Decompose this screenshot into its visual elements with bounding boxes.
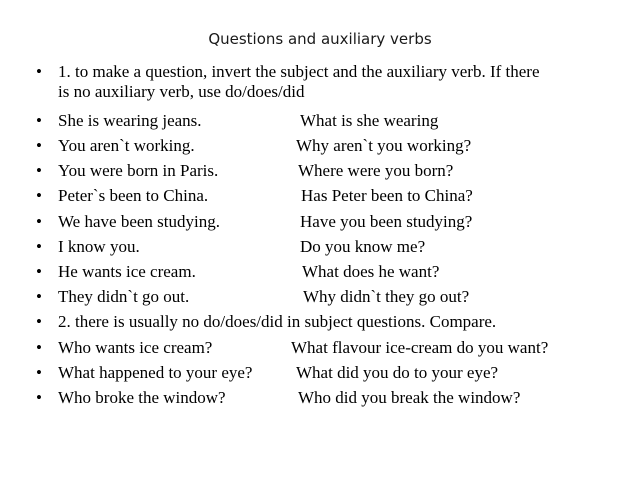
- rule-1-line-1: 1. to make a question, invert the subject and the auxiliary verb. If there: [58, 62, 540, 81]
- question: What is she wearing: [300, 111, 439, 130]
- bullet-icon: •: [36, 287, 42, 306]
- statement: I know you.: [58, 237, 140, 256]
- object-question: What did you do to your eye?: [296, 363, 499, 382]
- statement: She is wearing jeans.: [58, 111, 202, 130]
- statement: We have been studying.: [58, 212, 220, 231]
- bullet-icon: •: [36, 161, 42, 180]
- rule-1-line-2: is no auxiliary verb, use do/does/did: [58, 82, 305, 101]
- statement: You were born in Paris.: [58, 161, 219, 180]
- subject-question: Who wants ice cream?: [58, 338, 213, 357]
- rule-2-text: 2. there is usually no do/does/did in subject questions. Compare.: [58, 312, 497, 331]
- bullet-icon: •: [36, 186, 42, 205]
- subject-question: What happened to your eye?: [58, 363, 253, 382]
- statement: He wants ice cream.: [58, 262, 196, 281]
- question: Have you been studying?: [300, 212, 473, 231]
- statement: They didn`t go out.: [58, 287, 190, 306]
- statement: Peter`s been to China.: [58, 186, 209, 205]
- bullet-icon: •: [36, 212, 42, 231]
- statement: You aren`t working.: [58, 136, 195, 155]
- question: What does he want?: [302, 262, 440, 281]
- bullet-icon: •: [36, 363, 42, 382]
- subject-question: Who broke the window?: [58, 388, 226, 407]
- bullet-icon: •: [36, 388, 42, 407]
- object-question: Who did you break the window?: [298, 388, 521, 407]
- bullet-icon: •: [36, 136, 42, 155]
- bullet-icon: •: [36, 237, 42, 256]
- bullet-icon: •: [36, 62, 42, 81]
- slide-title: Questions and auxiliary verbs: [208, 30, 432, 48]
- object-question: What flavour ice-cream do you want?: [291, 338, 549, 357]
- question: Why aren`t you working?: [296, 136, 472, 155]
- question: Do you know me?: [300, 237, 426, 256]
- bullet-icon: •: [36, 111, 42, 130]
- bullet-icon: •: [36, 338, 42, 357]
- bullet-icon: •: [36, 312, 42, 331]
- question: Has Peter been to China?: [301, 186, 473, 205]
- bullet-icon: •: [36, 262, 42, 281]
- question: Where were you born?: [298, 161, 454, 180]
- question: Why didn`t they go out?: [303, 287, 470, 306]
